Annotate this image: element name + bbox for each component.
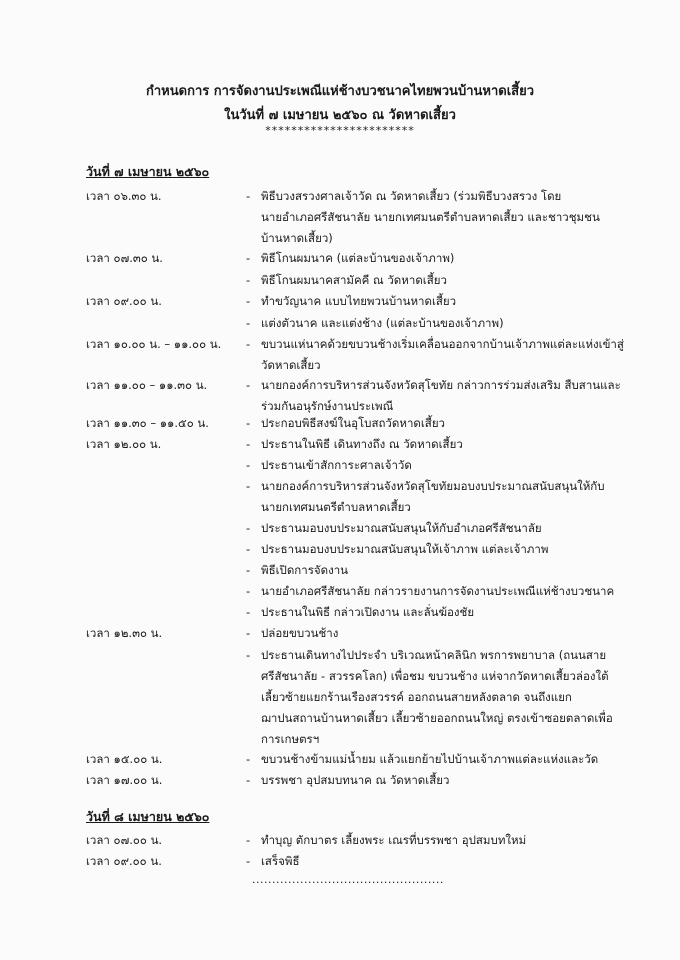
activity-line: ทำบุญ ตักบาตร เลี้ยงพระ เณรที่บรรพชา อุปสมบทใหม่: [261, 833, 527, 847]
bullet-dash: -: [246, 605, 251, 619]
activity-line: วัดหาดเสี้ยว: [261, 358, 321, 372]
schedule-time: เวลา ๑๕.๐๐ น.: [86, 752, 163, 766]
bullet-dash: -: [246, 437, 251, 451]
schedule-time: เวลา ๐๙.๐๐ น.: [86, 854, 162, 868]
schedule-activity: [261, 518, 661, 539]
bullet-dash: -: [246, 773, 251, 787]
closing-dotted-line: ................................................: [252, 873, 444, 886]
activity-line: นายอำเภอศรีสัชนาลัย นายกเทศมนตรีตำบลหาดเสี้ยว และชาวชุมชน: [261, 210, 600, 224]
schedule-time: เวลา ๑๑.๐๐ – ๑๑.๓๐ น.: [86, 378, 208, 392]
schedule-time: เวลา ๐๖.๓๐ น.: [86, 189, 162, 203]
bullet-dash: -: [246, 294, 251, 308]
activity-line: การเกษตรฯ: [261, 732, 320, 746]
activity-line: ศรีสัชนาลัย - สวรรคโลก) เพื่อชม ขบวนช้าง แห่จากวัดหาดเสี้ยวล่องใต้: [261, 669, 609, 683]
schedule-time: เวลา ๐๗.๓๐ น.: [86, 251, 163, 265]
activity-line: บ้านหาดเสี้ยว): [261, 231, 333, 245]
schedule-activity: [261, 560, 661, 581]
bullet-dash: -: [246, 584, 251, 598]
schedule-activity: [261, 539, 661, 560]
schedule-activity: [261, 645, 661, 750]
bullet-dash: -: [246, 563, 251, 577]
schedule-time: เวลา ๑๐.๐๐ น. – ๑๑.๐๐ น.: [86, 337, 222, 351]
schedule-activity: [261, 851, 661, 872]
activity-line: ประธานในพิธี เดินทางถึง ณ วัดหาดเสี้ยว: [261, 437, 463, 451]
activity-line: แต่งตัวนาค และแต่งช้าง (แต่ละบ้านของเจ้าภาพ): [261, 316, 504, 330]
title-separator: ***********************: [265, 124, 415, 137]
schedule-activity: [261, 623, 661, 644]
activity-line: ฌาปนสถานบ้านหาดเสี้ยว เลี้ยวซ้ายออกถนนใหญ่ ตรงเข้าซอยตลาดเพื่อ: [261, 711, 613, 725]
bullet-dash: -: [246, 833, 251, 847]
activity-line: บรรพชา อุปสมบทนาค ณ วัดหาดเสี้ยว: [261, 773, 450, 787]
activity-line: พิธีบวงสรวงศาลเจ้าวัด ณ วัดหาดเสี้ยว (ร่วมพิธีบวงสรวง โดย: [261, 189, 562, 203]
activity-line: นายอำเภอศรีสัชนาลัย กล่าวรายงานการจัดงานประเพณีแห่ช้างบวชนาค: [261, 584, 615, 598]
bullet-dash: -: [246, 542, 251, 556]
activity-line: ประธานเข้าสักการะศาลเจ้าวัด: [261, 458, 412, 472]
bullet-dash: -: [246, 337, 251, 351]
activity-line: เสร็จพิธี: [261, 854, 300, 868]
activity-line: ขบวนช้างข้ามแม่น้ำยม แล้วแยกย้ายไปบ้านเจ้าภาพแต่ละแห่งและวัด: [261, 752, 599, 766]
activity-line: ประธานมอบงบประมาณสนับสนุนให้เจ้าภาพ แต่ละเจ้าภาพ: [261, 542, 549, 556]
bullet-dash: -: [246, 521, 251, 535]
day2-heading: วันที่ ๘ เมษายน ๒๕๖๐: [86, 809, 210, 824]
schedule-time: เวลา ๑๗.๐๐ น.: [86, 773, 163, 787]
schedule-activity: [261, 602, 661, 623]
schedule-activity: [261, 313, 661, 334]
schedule-activity: [261, 186, 661, 249]
schedule-time: เวลา ๑๑.๓๐ – ๑๑.๕๐ น.: [86, 416, 209, 430]
activity-line: ปล่อยขบวนช้าง: [261, 626, 339, 640]
schedule-activity: [261, 413, 661, 434]
activity-line: ประธานมอบงบประมาณสนับสนุนให้กับอำเภอศรีสัชนาลัย: [261, 521, 542, 535]
schedule-activity: [261, 476, 661, 518]
schedule-activity: [261, 455, 661, 476]
schedule-activity: [261, 749, 661, 770]
activity-line: ประธานในพิธี กล่าวเปิดงาน และลั่นฆ้องชัย: [261, 605, 475, 619]
schedule-activity: [261, 434, 661, 455]
schedule-activity: [261, 334, 661, 376]
activity-line: ประธานเดินทางไปประจำ บริเวณหน้าคลินิก พรการพยาบาล (ถนนสาย: [261, 648, 607, 662]
activity-line: นายกเทศมนตรีตำบลหาดเสี้ยว: [261, 500, 411, 514]
schedule-time: เวลา ๐๙.๐๐ น.: [86, 294, 162, 308]
bullet-dash: -: [246, 854, 251, 868]
activity-line: นายกองค์การบริหารส่วนจังหวัดสุโขทัยมอบงบประมาณสนับสนุนให้กับ: [261, 479, 605, 493]
activity-line: ประกอบพิธีสงฆ์ในอุโบสถวัดหาดเสี้ยว: [261, 416, 446, 430]
schedule-activity: [261, 270, 661, 291]
bullet-dash: -: [246, 251, 251, 265]
bullet-dash: -: [246, 626, 251, 640]
document-title: กำหนดการ การจัดงานประเพณีแห่ช้างบวชนาคไทยพวนบ้านหาดเสี้ยว: [146, 84, 534, 99]
activity-line: พิธีเปิดการจัดงาน: [261, 563, 349, 577]
bullet-dash: -: [246, 458, 251, 472]
bullet-dash: -: [246, 189, 251, 203]
bullet-dash: -: [246, 648, 251, 662]
activity-line: พิธีโกนผมนาค (แต่ละบ้านของเจ้าภาพ): [261, 251, 455, 265]
schedule-time: เวลา ๑๒.๓๐ น.: [86, 626, 163, 640]
bullet-dash: -: [246, 416, 251, 430]
schedule-time: เวลา ๐๗.๐๐ น.: [86, 833, 163, 847]
document-subtitle: ในวันที่ ๗ เมษายน ๒๕๖๐ ณ วัดหาดเสี้ยว: [224, 108, 456, 123]
schedule-activity: [261, 830, 661, 851]
activity-line: ร่วมกันอนุรักษ์งานประเพณี: [261, 399, 394, 413]
schedule-activity: [261, 375, 661, 417]
schedule-activity: [261, 581, 661, 602]
bullet-dash: -: [246, 378, 251, 392]
activity-line: ทำขวัญนาค แบบไทยพวนบ้านหาดเสี้ยว: [261, 294, 457, 308]
bullet-dash: -: [246, 752, 251, 766]
activity-line: เลี้ยวซ้ายแยกร้านเรืองสวรรค์ ออกถนนสายหลังตลาด จนถึงแยก: [261, 690, 572, 704]
schedule-activity: [261, 248, 661, 269]
activity-line: ขบวนแห่นาคด้วยขบวนช้างเริ่มเคลื่อนออกจากบ้านเจ้าภาพแต่ละแห่งเข้าสู่: [261, 337, 624, 351]
activity-line: นายกองค์การบริหารส่วนจังหวัดสุโขทัย กล่าวการร่วมส่งเสริม สืบสานและ: [261, 378, 621, 392]
bullet-dash: -: [246, 479, 251, 493]
schedule-time: เวลา ๑๒.๐๐ น.: [86, 437, 162, 451]
schedule-activity: [261, 291, 661, 312]
day1-heading: วันที่ ๗ เมษายน ๒๕๖๐: [86, 164, 210, 179]
schedule-activity: [261, 770, 661, 791]
activity-line: พิธีโกนผมนาคสามัคคี ณ วัดหาดเสี้ยว: [261, 273, 447, 287]
bullet-dash: -: [246, 316, 251, 330]
bullet-dash: -: [246, 273, 251, 287]
